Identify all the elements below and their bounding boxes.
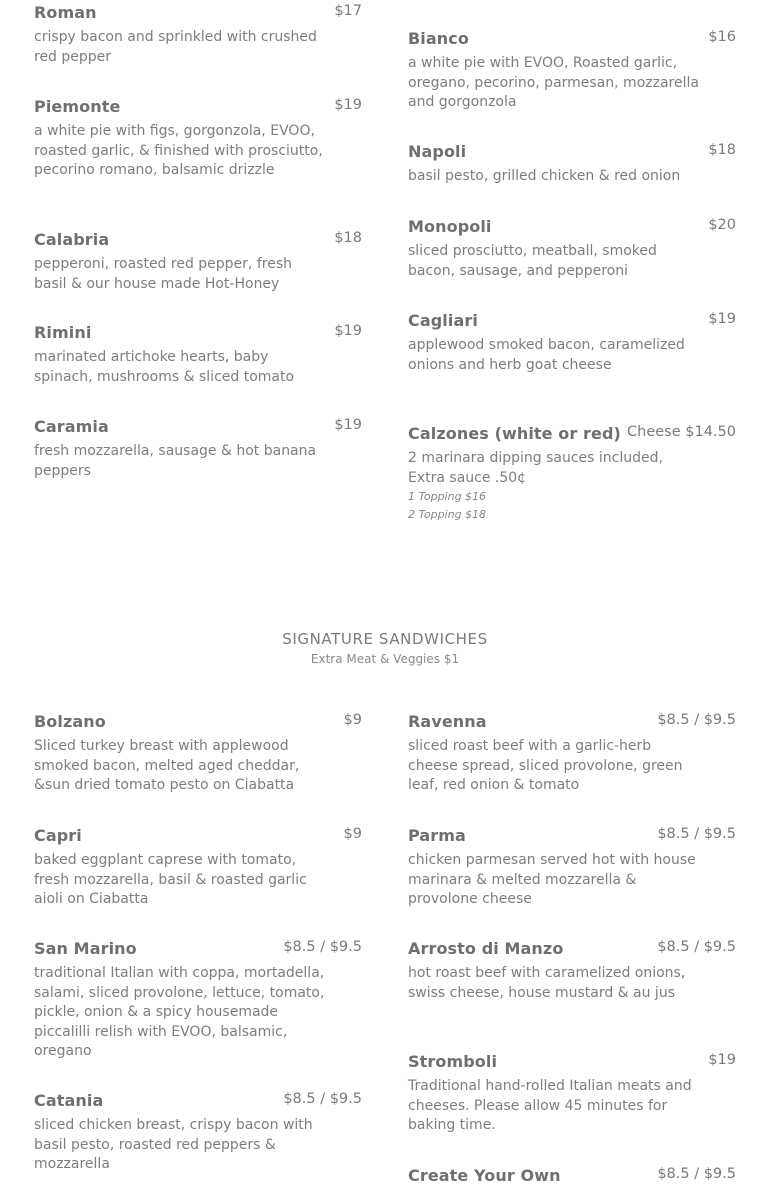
item-price: $19 [334, 97, 362, 113]
item-name: Monopoli [408, 217, 492, 236]
menu-item-calzones [408, 424, 736, 524]
item-description: marinated artichoke hearts, baby spinach, mushrooms & sliced tomato [34, 349, 295, 385]
item-name: Calzones (white or red) [408, 424, 621, 443]
item-description: sliced chicken breast, crispy bacon with basil pesto, roasted red peppers & mozzarella [34, 1117, 313, 1172]
menu-item-parma [408, 826, 736, 910]
menu-item-cagliari [408, 311, 736, 375]
item-name: Bolzano [34, 712, 106, 731]
item-price: $18 [708, 142, 736, 158]
item-price: $8.5 / $9.5 [657, 939, 736, 955]
item-description: a white pie with figs, gorgonzola, EVOO, roasted garlic, & finished with prosciutto, pecorino romano, balsamic drizzle [34, 123, 323, 178]
item-price: $17 [334, 3, 362, 19]
item-name: Ravenna [408, 712, 487, 731]
item-price: $19 [334, 323, 362, 339]
item-price: $8.5 / $9.5 [657, 712, 736, 728]
item-price: $19 [708, 311, 736, 327]
item-price: $8.5 / $9.5 [283, 939, 362, 955]
item-description: chicken parmesan served hot with house marinara & melted mozzarella & provolone cheese [408, 852, 696, 907]
menu-item-catania [34, 1091, 362, 1175]
item-price: $19 [708, 1052, 736, 1068]
item-price: $20 [708, 217, 736, 233]
menu-item-create-your-own [408, 1166, 736, 1186]
item-description: baked eggplant caprese with tomato, fresh mozzarella, basil & roasted garlic aioli on Ciabatta [34, 852, 307, 907]
item-price: $8.5 / $9.5 [283, 1091, 362, 1107]
item-description: 2 marinara dipping sauces included, Extra sauce .50¢ [408, 450, 663, 486]
menu-item-piemonte [34, 97, 362, 181]
item-price: $9 [343, 712, 362, 728]
item-price: $9 [343, 826, 362, 842]
calzone-topping-note: 2 Topping $18 [408, 508, 487, 521]
item-description: pepperoni, roasted red pepper, fresh basil & our house made Hot-Honey [34, 256, 292, 292]
menu-item-stromboli [408, 1052, 736, 1136]
menu-item-bolzano [34, 712, 362, 796]
item-description: sliced roast beef with a garlic-herb cheese spread, sliced provolone, green leaf, red onion & tomato [408, 738, 683, 793]
section-subtitle: Extra Meat & Veggies $1 [310, 652, 460, 666]
item-name: Caramia [34, 417, 109, 436]
menu-item-roman [34, 3, 362, 67]
item-price: $19 [334, 417, 362, 433]
item-name: Piemonte [34, 97, 121, 116]
item-price: $16 [708, 29, 736, 45]
item-description: hot roast beef with caramelized onions, swiss cheese, house mustard & au jus [408, 965, 686, 1001]
item-name: Parma [408, 826, 466, 845]
item-description: a white pie with EVOO, Roasted garlic, oregano, pecorino, parmesan, mozzarella and gorgonzola [408, 55, 699, 110]
item-name: Calabria [34, 230, 110, 249]
item-name: Bianco [408, 29, 469, 48]
item-description: traditional Italian with coppa, mortadella, salami, sliced provolone, lettuce, tomato, pickle, onion & a spicy housemade piccalilli relish with EVOO, balsamic, oregano [34, 965, 325, 1059]
item-description: sliced prosciutto, meatball, smoked bacon, sausage, and pepperoni [408, 243, 657, 279]
item-name: Create Your Own [408, 1166, 561, 1185]
item-description: Sliced turkey breast with applewood smoked bacon, melted aged cheddar, &sun dried tomato pesto on Ciabatta [34, 738, 300, 793]
item-price: $8.5 / $9.5 [657, 826, 736, 842]
item-description: applewood smoked bacon, caramelized onions and herb goat cheese [408, 337, 685, 373]
menu-item-napoli [408, 142, 736, 187]
item-name: Capri [34, 826, 82, 845]
item-description: basil pesto, grilled chicken & red onion [408, 168, 681, 184]
menu-item-ravenna [408, 712, 736, 796]
menu-item-san-marino [34, 939, 362, 1062]
item-description: fresh mozzarella, sausage & hot banana peppers [34, 443, 317, 479]
item-name: Rimini [34, 323, 92, 342]
item-name: San Marino [34, 939, 137, 958]
item-name: Stromboli [408, 1052, 498, 1071]
item-description: Traditional hand-rolled Italian meats and cheeses. Please allow 45 minutes for baking time. [408, 1078, 692, 1133]
item-name: Napoli [408, 142, 467, 161]
item-name: Roman [34, 3, 97, 22]
menu-item-monopoli [408, 217, 736, 281]
item-name: Catania [34, 1091, 104, 1110]
item-price: Cheese $14.50 [627, 424, 736, 440]
item-description: crispy bacon and sprinkled with crushed red pepper [34, 29, 317, 65]
menu-item-arrosto-di-manzo [408, 939, 736, 1003]
calzone-topping-note: 1 Topping $16 [408, 490, 487, 503]
menu-item-capri [34, 826, 362, 910]
menu-item-caramia [34, 417, 362, 481]
menu-item-calabria [34, 230, 362, 294]
item-price: $8.5 / $9.5 [657, 1166, 736, 1182]
menu-item-rimini [34, 323, 362, 387]
menu-item-bianco [408, 29, 736, 113]
item-name: Cagliari [408, 311, 478, 330]
section-title: SIGNATURE SANDWICHES [282, 630, 488, 648]
item-price: $18 [334, 230, 362, 246]
item-name: Arrosto di Manzo [408, 939, 564, 958]
